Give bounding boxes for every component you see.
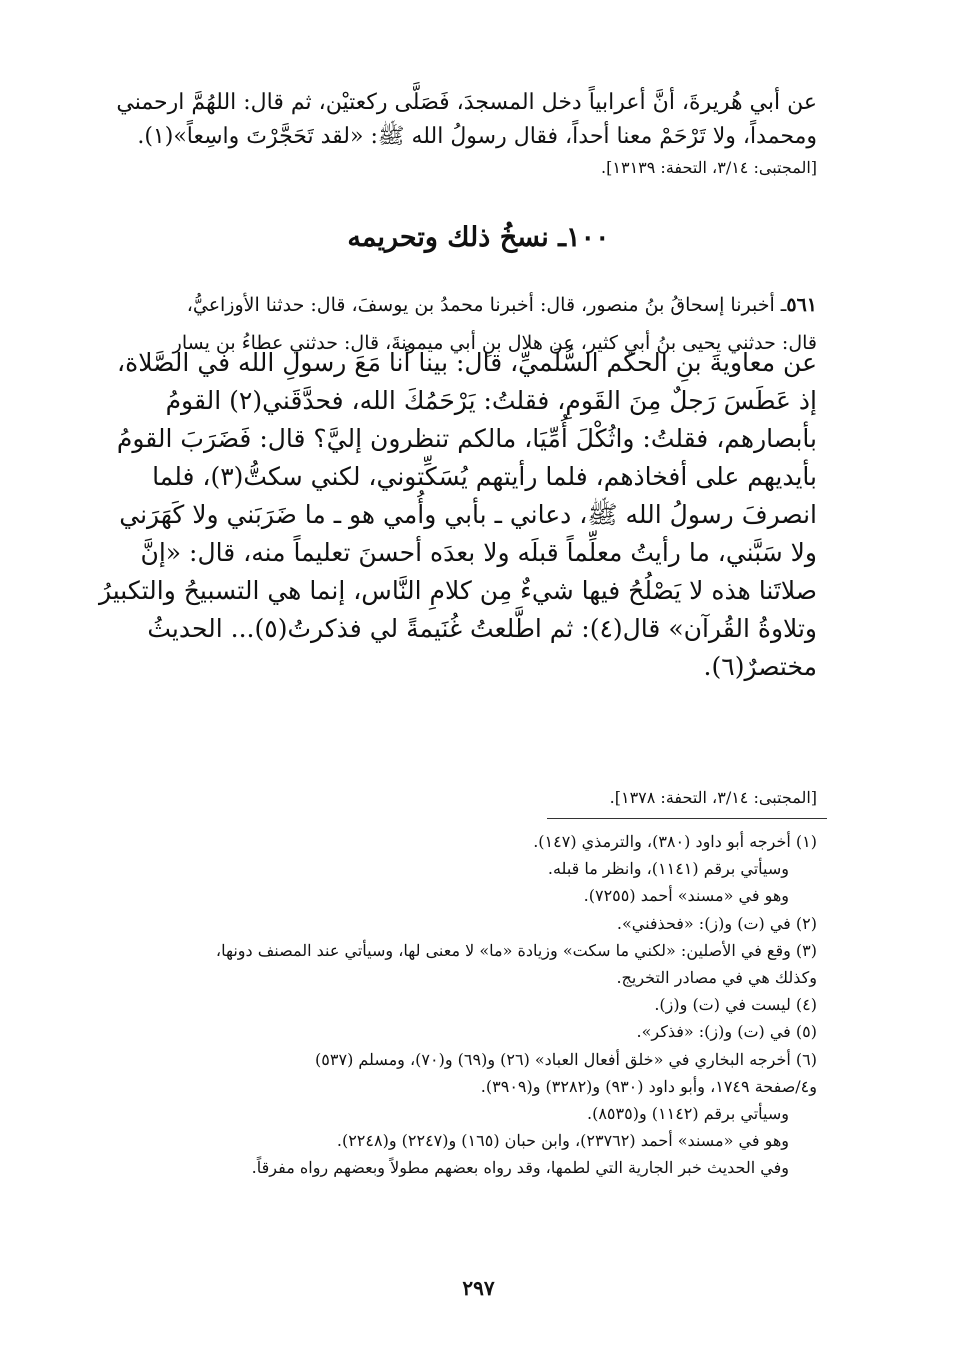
isnad-line: قال: حدثني يحيى بنُ أبي كثير، عن هلال بنِ أبي ميمونةَ، قال: حدثني عطاءُ بن يسار: [172, 332, 817, 354]
hadith-matn: [98, 344, 817, 686]
hadith-number: ٥٦١: [786, 294, 817, 316]
text-line: عن أبي هُريرةَ، أنَّ أعرابياً دخل المسجدَ، فَصَلَّى ركعتيْن، ثم قال: اللهُمَّ ارحمني: [116, 90, 817, 115]
footnote-line: (٦) أخرجه البخاري في «خلق أفعال العباد» (٢٦) و(٦٩) و(٧٠)، ومسلم (٥٣٧): [315, 1049, 817, 1069]
matn-line: مختصرٌ(٦).: [703, 652, 817, 681]
isnad-text: ـ أخبرنا إسحاقُ بنُ منصور، قال: أخبرنا محمدُ بن يوسفَ، قال: حدثنا الأوزاعيُّ،: [186, 294, 787, 316]
footnote-line: (٤) ليست في (ت) و(ز).: [654, 995, 817, 1015]
footnote-line: (٢) في (ت) و(ز): «فحذفني».: [616, 913, 817, 933]
source-reference: [المجتبى: ٣/١٤، التحفة: ١٣٧٨].: [609, 788, 817, 807]
chapter-heading: ١٠٠ـ نسخُ ذلك وتحريمه: [347, 222, 610, 253]
footnote-line: وسيأتي برقم (١١٤٢) و(٨٥٣٥).: [587, 1104, 789, 1124]
footnote-line: (٣) وقع في الأصلين: «لكني ما سكت» وزيادة «ما» لا معنى لها، وسيأتي عند المصنف دونها،: [215, 940, 817, 960]
footnotes: [117, 828, 817, 1182]
isnad-line: [117, 286, 817, 324]
footnote-line: وفي الحديث خبر الجارية التي لطمها، وقد رواه بعضهم مطولاً وبعضهم رواه مفرقاً.: [251, 1158, 789, 1178]
matn-line: بأيديهم على أفخاذهم، فلما رأيتهم يُسَكِّتوني، لكني سكتُّ(٣)، فلما: [152, 462, 817, 491]
footnote-line: (١) أخرجه أبو داود (٣٨٠)، والترمذي (١٤٧).: [533, 832, 817, 851]
page-number: ٢٩٧: [462, 1276, 495, 1300]
footnote-line: وهو في «مسند» أحمد (٧٢٥٥).: [583, 886, 789, 906]
matn-line: ولا سَبَّني، ما رأيتُ معلِّماً قبلَه ولا بعدَه أحسنَ تعليماً منه، قال: «إنَّ: [140, 538, 817, 567]
matn-line: صلاتَنا هذه لا يَصْلُحُ فيها شيءٌ مِن كلامِ النَّاس، إنما هي التسبيحُ والتكبيرُ: [98, 576, 817, 605]
matn-line: عن معاويةَ بنِ الحكم السُّلَميِّ، قال: بينا أنا مَعَ رسولِ الله في الصَّلاة،: [117, 348, 817, 377]
source-reference: [المجتبى: ٣/١٤، التحفة: ١٣١٣٩].: [601, 158, 817, 177]
matn-line: بأبصارهم، فقلتُ: واثُكْلَ أُمِّيَا، مالكم تنظرون إليَّ؟ قال: فَضَرَبَ القومُ: [116, 424, 817, 453]
footnote-line: وسيأتي برقم (١١٤١)، وانظر ما قبله.: [547, 859, 789, 879]
footnote-divider: [547, 818, 827, 819]
footnote-line: و٤/صفحة ١٧٤٩، وأبو داود (٩٣٠) و(٣٢٨٢) و(٣٩٠٩).: [480, 1076, 817, 1096]
footnote-line: (٥) في (ت) و(ز): «فذكر».: [636, 1022, 817, 1042]
matn-line: وتلاوةُ القُرآن» قال(٤): ثم اطَّلعتُ غُنَيمةً لي فذكرتُ(٥)... الحديثُ: [147, 614, 817, 643]
text-line: ومحمداً، ولا تَرْحَمْ معنا أحداً، فقال رسولُ الله ﷺ: «لقد تَحَجَّرْتَ واسِعاً»(١).: [137, 124, 817, 149]
footnote-line: وهو في «مسند» أحمد (٢٣٧٦٢)، وابن حبان (١٦٥) و(٢٢٤٧) و(٢٢٤٨).: [336, 1131, 789, 1151]
footnote-line: وكذلك هي في مصادر التخريج.: [616, 968, 817, 988]
hadith-560-text: [117, 86, 817, 154]
matn-line: انصرفَ رسولُ الله ﷺ، دعاني ـ بأبي وأُمي هو ـ ما ضَرَبَني ولا كَهَرَني: [119, 500, 817, 529]
matn-line: إذ عَطَسَ رَجلٌ مِنَ القَومِ، فقلتُ: يَرْحَمُكَ الله، فحدَّقَني(٢) القومُ: [165, 386, 817, 415]
